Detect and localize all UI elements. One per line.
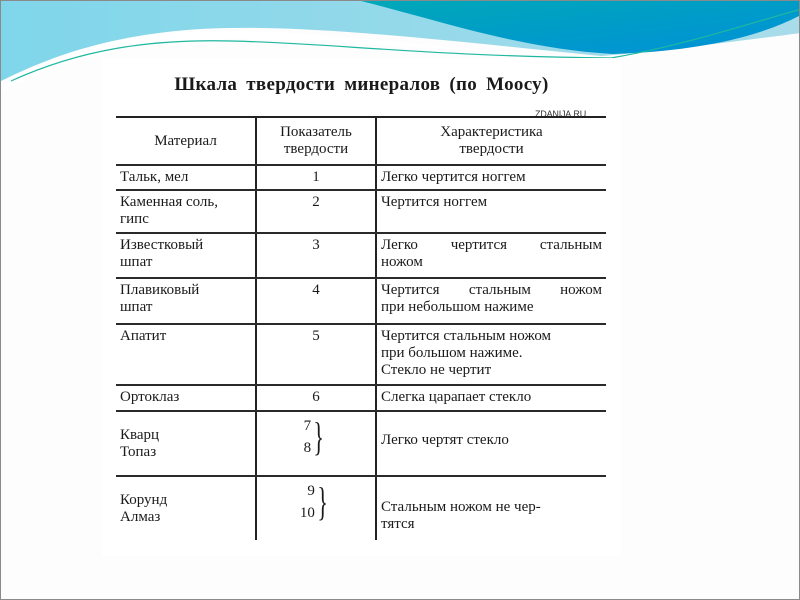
table-row xyxy=(116,233,606,278)
material-cell: Тальк, мел xyxy=(116,165,256,190)
hardness-cell: 2 xyxy=(256,190,376,233)
characteristic-cell: Чертится стальным ножом при большом нажиме. Стекло не чертит xyxy=(376,324,606,385)
hardness-cell: 3 xyxy=(256,233,376,278)
table-row xyxy=(116,476,606,540)
header-characteristic: Характеристика твердости xyxy=(376,117,606,165)
characteristic-cell: Чертится стальным ножом при небольшом нажиме xyxy=(376,278,606,324)
curly-brace-icon: } xyxy=(313,414,325,459)
material-cell: Каменная соль, гипс xyxy=(116,190,256,233)
material-cell: Кварц Топаз xyxy=(116,411,256,476)
characteristic-cell: Стальным ножом не чер- тятся xyxy=(376,476,606,540)
table-row xyxy=(116,385,606,411)
hardness-cell xyxy=(256,411,376,476)
material-cell: Апатит xyxy=(116,324,256,385)
characteristic-cell: Чертится ноггем xyxy=(376,190,606,233)
table-row xyxy=(116,278,606,324)
header-hardness-index: Показатель твердости xyxy=(256,117,376,165)
table-image xyxy=(102,58,621,556)
material-cell: Ортоклаз xyxy=(116,385,256,411)
table-header-row xyxy=(116,117,606,165)
hardness-cell: 4 xyxy=(256,278,376,324)
characteristic-cell: Легко чертится ноггем xyxy=(376,165,606,190)
material-cell: Плавиковый шпат xyxy=(116,278,256,324)
hardness-cell xyxy=(256,476,376,540)
header-material: Материал xyxy=(116,117,256,165)
table-row xyxy=(116,165,606,190)
table-row xyxy=(116,324,606,385)
material-cell: Корунд Алмаз xyxy=(116,476,256,540)
characteristic-cell: Легко чертится стальным ножом xyxy=(376,233,606,278)
hardness-group: 9 10 } xyxy=(299,479,328,524)
document-title: Шкала твердости минералов (по Моосу) xyxy=(174,74,549,95)
table-row xyxy=(116,190,606,233)
hardness-cell: 6 xyxy=(256,385,376,411)
hardness-cell: 5 xyxy=(256,324,376,385)
mohs-hardness-table xyxy=(116,116,606,540)
table-row xyxy=(116,411,606,476)
hardness-group: 7 8 } xyxy=(303,414,325,459)
watermark: ZDANIJA.RU xyxy=(535,109,587,119)
characteristic-cell: Легко чертят стекло xyxy=(376,411,606,476)
material-cell: Известковый шпат xyxy=(116,233,256,278)
hardness-cell: 1 xyxy=(256,165,376,190)
characteristic-cell: Слегка царапает стекло xyxy=(376,385,606,411)
curly-brace-icon: } xyxy=(317,479,328,524)
